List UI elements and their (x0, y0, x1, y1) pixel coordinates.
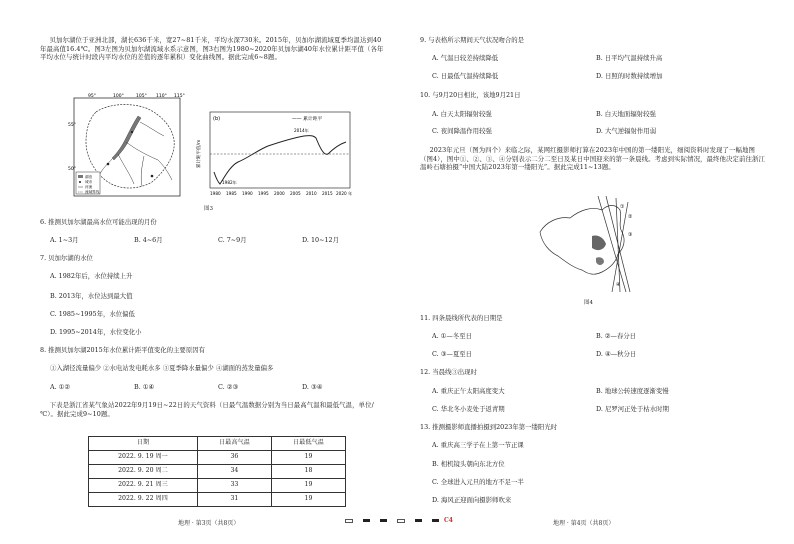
lon-label: 105° (136, 94, 147, 99)
q13-option-a[interactable]: A. 重庆高三学子在上第一节正课 (432, 441, 524, 449)
weather-table (88, 436, 346, 507)
table-cell: 33 (197, 479, 271, 493)
svg-text:2010: 2010 (306, 191, 317, 196)
lon-label: 110° (156, 94, 167, 99)
svg-text:1990: 1990 (242, 191, 253, 196)
svg-text:1985: 1985 (226, 191, 237, 196)
q13-option-c[interactable]: C. 全球进入元旦的地方不足一半 (432, 478, 524, 486)
q6-option-a[interactable]: A. 1~3月 (50, 236, 79, 244)
q9-option-d[interactable]: D. 日照的时数持续增加 (596, 72, 663, 80)
chart-legend: —— 累计距平 (292, 117, 323, 122)
q8-option-c[interactable]: C. ②③ (218, 383, 239, 391)
table-cell: 34 (197, 465, 271, 479)
q8-option-d[interactable]: D. ③④ (302, 383, 323, 391)
line-label: ① (620, 204, 625, 210)
table-row (89, 493, 346, 507)
y-axis-label: 累计距平值/m (197, 139, 202, 168)
q6-option-c[interactable]: C. 7~9月 (218, 236, 247, 244)
q7-option-b[interactable]: B. 2013年，水位达到最大值 (50, 292, 133, 300)
annotation-2014: 2014年 (294, 128, 309, 133)
q10-option-c[interactable]: C. 夜间降温作用较强 (432, 127, 492, 135)
table-header: 日最低气温 (271, 437, 345, 451)
table-header-row (89, 437, 346, 451)
q7-option-d[interactable]: D. 1995~2014年，水位变化小 (50, 328, 142, 336)
figure-4-label: 图4 (584, 300, 593, 306)
q13-option-b[interactable]: B. 相机镜头朝向东北方位 (432, 460, 505, 468)
intro-paragraph-weather: 下表是浙江省某气象站2022年9月19日~22日的天气资料（日最气温数据分别为当日最高气温和最低气温，单位/℃）。据此完成9~10题。 (40, 401, 374, 418)
svg-text:2000: 2000 (274, 191, 285, 196)
table-row (89, 465, 346, 479)
legend-lake: 湖泊 (85, 175, 93, 179)
page-footer-right: 地理 · 第4页（共8页） (553, 520, 615, 527)
china-map-figure (532, 196, 642, 296)
table-cell: 31 (197, 493, 271, 507)
question-10-stem: 10. 与9月20日相比，该地9月21日 (420, 91, 521, 99)
svg-text:2020 年: 2020 年 (336, 191, 353, 196)
table-cell: 36 (197, 451, 271, 465)
table-header: 日期 (89, 437, 198, 451)
table-cell: 19 (271, 479, 345, 493)
q6-option-d[interactable]: D. 10~12月 (302, 236, 339, 244)
lon-label: 115° (174, 94, 185, 99)
legend-city: 城市 (85, 180, 93, 184)
intro-paragraph-left: 贝加尔湖位于亚洲北部，湖长636千米，宽27~81千米，平均水深730米。2015年，贝加尔湖流域夏季均温达到40年最高值16.4℃。图3左图为贝加尔湖流域水系示意图，图3右图为1980~2020年贝加尔湖40年水位累计距平值（各年平均水位与统计时段内平均水位的差值的逐年累积）变化曲线图。据此完成6~8题。 (40, 36, 384, 62)
q13-option-d[interactable]: D. 海风正迎面向摄影师吹来 (432, 496, 512, 504)
question-7-stem: 7. 贝加尔湖的水位 (40, 254, 93, 262)
water-level-chart (196, 108, 356, 204)
question-13-stem: 13. 推测摄影师直播拍摄到2023年第一缕阳光时 (420, 423, 558, 431)
q12-option-a[interactable]: A. 重庆正午太阳高度变大 (432, 387, 505, 395)
svg-text:2005: 2005 (290, 191, 301, 196)
q10-option-a[interactable]: A. 白天太阳辐射较强 (432, 110, 492, 118)
question-9-stem: 9. 与表格所示期间天气状况吻合的是 (420, 36, 524, 44)
annotation-1982: 1982年 (222, 180, 237, 185)
lat-label: 50° (68, 167, 76, 172)
page-footer-left: 地理 · 第3页（共8页） (178, 520, 240, 527)
center-marks (340, 517, 460, 525)
q9-option-c[interactable]: C. 日最低气温持续降低 (432, 72, 499, 80)
table-cell: 2022. 9. 22 周四 (89, 493, 198, 507)
baikal-basin-map (68, 92, 186, 202)
table-cell: 2022. 9. 20 周二 (89, 465, 198, 479)
question-8-stem: 8. 推测贝加尔湖2015年水位累计距平值变化的主要原因有 (40, 346, 205, 354)
q6-option-b[interactable]: B. 4~6月 (134, 236, 163, 244)
q11-option-c[interactable]: C. ③—夏至日 (432, 350, 473, 358)
lat-label: 55° (68, 123, 76, 128)
svg-text:2015: 2015 (322, 191, 333, 196)
center-footer-code: C4 (444, 517, 453, 524)
line-label: ③ (628, 232, 633, 238)
lon-label: 95° (88, 94, 96, 99)
table-header: 日最高气温 (197, 437, 271, 451)
line-label: ④ (616, 282, 621, 288)
legend-boundary: 流域界线 (85, 190, 100, 194)
q8-option-a[interactable]: A. ①② (50, 383, 71, 391)
q11-option-a[interactable]: A. ①—冬至日 (432, 332, 472, 340)
q12-option-b[interactable]: B. 地球公转速度逐渐变慢 (596, 387, 669, 395)
q8-option-b[interactable]: B. ①④ (134, 383, 155, 391)
question-11-stem: 11. 四条晨线所代表的日期是 (420, 314, 503, 322)
lon-label: 100° (113, 94, 124, 99)
intro-paragraph-right: 2023年元旦（图为四个）来临之际，某网红摄影师打算在2023年中国的第一缕阳光，细阅资料时发现了一幅地图（图4），图中①、②、③、④分别表示二分二至日及某日中国迎来的第一条晨线。考虑到实际情况，最终他决定前往浙江温岭石塘拍摄“中国大陆2023年第一缕阳光”。据此完成11~13题。 (420, 146, 765, 172)
q11-option-b[interactable]: B. ②—春分日 (596, 332, 637, 340)
table-cell: 2022. 9. 19 周一 (89, 451, 198, 465)
table-row (89, 451, 346, 465)
q8-items: ①入湖径流量偏少 ②水电站发电耗水多 ③夏季降水量偏少 ④湖面的蒸发量偏多 (50, 364, 274, 372)
q9-option-b[interactable]: B. 日平均气温持续升高 (596, 54, 663, 62)
q7-option-c[interactable]: C. 1985~1995年，水位偏低 (50, 310, 135, 318)
line-label: ② (628, 214, 633, 220)
q11-option-d[interactable]: D. ④—秋分日 (596, 350, 637, 358)
table-cell: 19 (271, 451, 345, 465)
figure-3-label: 图3 (204, 206, 213, 212)
table-cell: 19 (271, 493, 345, 507)
question-6-stem: 6. 推测贝加尔湖最高水位可能出现的月份 (40, 218, 157, 226)
table-row (89, 479, 346, 493)
table-cell: 2022. 9. 21 周三 (89, 479, 198, 493)
q10-option-b[interactable]: B. 白天地面辐射较强 (596, 110, 656, 118)
q7-option-a[interactable]: A. 1982年后，水位持续上升 (50, 272, 133, 280)
q9-option-a[interactable]: A. 气温日较差持续降低 (432, 54, 499, 62)
q10-option-d[interactable]: D. 大气逆辐射作用弱 (596, 127, 657, 135)
q12-option-d[interactable]: D. 尼罗河正处于枯水时期 (596, 405, 669, 413)
panel-label: (b) (213, 116, 221, 122)
q12-option-c[interactable]: C. 华北冬小麦处于返青期 (432, 405, 505, 413)
svg-text:1995: 1995 (258, 191, 269, 196)
question-12-stem: 12. 当晨线③出现时 (420, 368, 477, 376)
svg-text:1980: 1980 (210, 191, 221, 196)
table-cell: 18 (271, 465, 345, 479)
legend-river: 河流 (85, 185, 93, 189)
